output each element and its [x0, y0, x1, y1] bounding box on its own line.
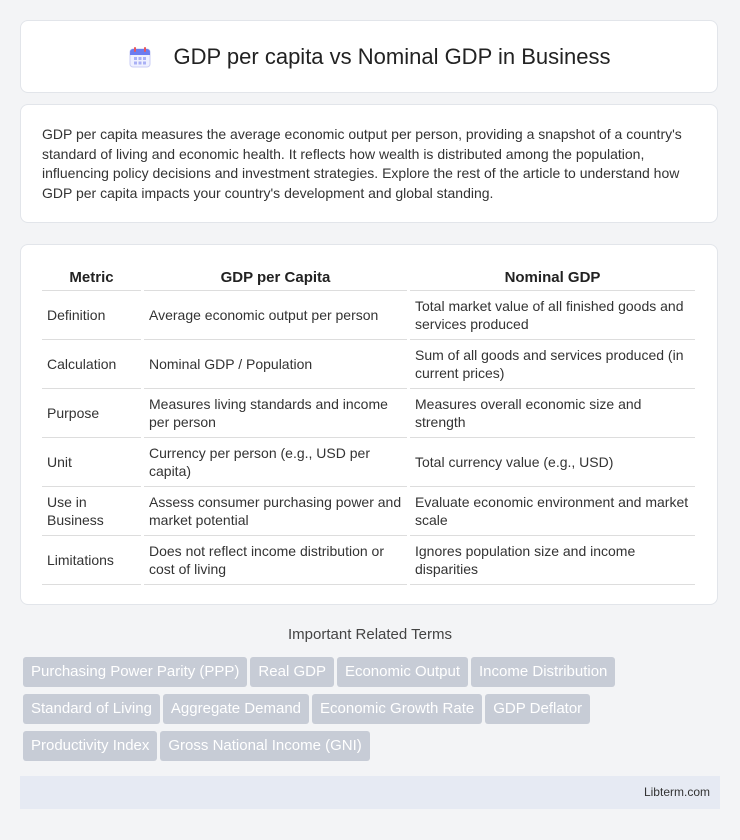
table-cell: Assess consumer purchasing power and market potential	[144, 487, 407, 536]
table-row	[42, 487, 695, 536]
table-row	[42, 291, 695, 340]
table-row	[42, 536, 695, 585]
table-cell: Sum of all goods and services produced (in current prices)	[410, 340, 695, 389]
related-term-tag[interactable]: Standard of Living	[23, 694, 160, 724]
table-row	[42, 438, 695, 487]
related-term-tag[interactable]: Purchasing Power Parity (PPP)	[23, 657, 247, 687]
intro-text: GDP per capita measures the average economic output per person, providing a snapshot of a country's standard of living and economic health. It reflects how wealth is distributed among the population, influencing policy decisions and investment strategies. Explore the rest of the article to understand how GDP per capita impacts your country's development and global standing.	[42, 126, 682, 201]
table-cell: Total market value of all finished goods and services produced	[410, 291, 695, 340]
table-cell: Limitations	[42, 536, 141, 585]
table-cell: Purpose	[42, 389, 141, 438]
related-term-tag[interactable]: GDP Deflator	[485, 694, 590, 724]
table-cell: Nominal GDP / Population	[144, 340, 407, 389]
table-row	[42, 340, 695, 389]
table-cell: Calculation	[42, 340, 141, 389]
related-term-tag[interactable]: Productivity Index	[23, 731, 157, 761]
column-header: Metric	[42, 265, 141, 291]
column-header: Nominal GDP	[410, 265, 695, 291]
related-terms-title: Important Related Terms	[288, 626, 452, 643]
related-term-tag[interactable]: Economic Output	[337, 657, 468, 687]
table-cell: Evaluate economic environment and market scale	[410, 487, 695, 536]
related-term-tag[interactable]: Economic Growth Rate	[312, 694, 482, 724]
table-cell: Average economic output per person	[144, 291, 407, 340]
table-cell: Unit	[42, 438, 141, 487]
footer	[20, 776, 720, 809]
related-term-tag[interactable]: Aggregate Demand	[163, 694, 309, 724]
footer-link[interactable]: Libterm.com	[643, 785, 710, 799]
table-header-row	[42, 265, 695, 291]
intro-card	[20, 104, 718, 223]
related-terms-list	[23, 657, 723, 768]
page-title: GDP per capita vs Nominal GDP in Business	[173, 43, 611, 69]
header-card	[20, 20, 718, 93]
related-term-tag[interactable]: Real GDP	[250, 657, 334, 687]
table-cell: Use in Business	[42, 487, 141, 536]
table-cell: Measures living standards and income per person	[144, 389, 407, 438]
comparison-table	[39, 265, 698, 585]
table-row	[42, 389, 695, 438]
related-term-tag[interactable]: Gross National Income (GNI)	[160, 731, 369, 761]
table-cell: Does not reflect income distribution or cost of living	[144, 536, 407, 585]
related-term-tag[interactable]: Income Distribution	[471, 657, 615, 687]
table-cell: Total currency value (e.g., USD)	[410, 438, 695, 487]
table-cell: Ignores population size and income disparities	[410, 536, 695, 585]
table-cell: Definition	[42, 291, 141, 340]
column-header: GDP per Capita	[144, 265, 407, 291]
table-cell: Measures overall economic size and strength	[410, 389, 695, 438]
table-cell: Currency per person (e.g., USD per capita)	[144, 438, 407, 487]
comparison-table-card	[20, 244, 718, 605]
calendar-icon	[128, 45, 152, 69]
